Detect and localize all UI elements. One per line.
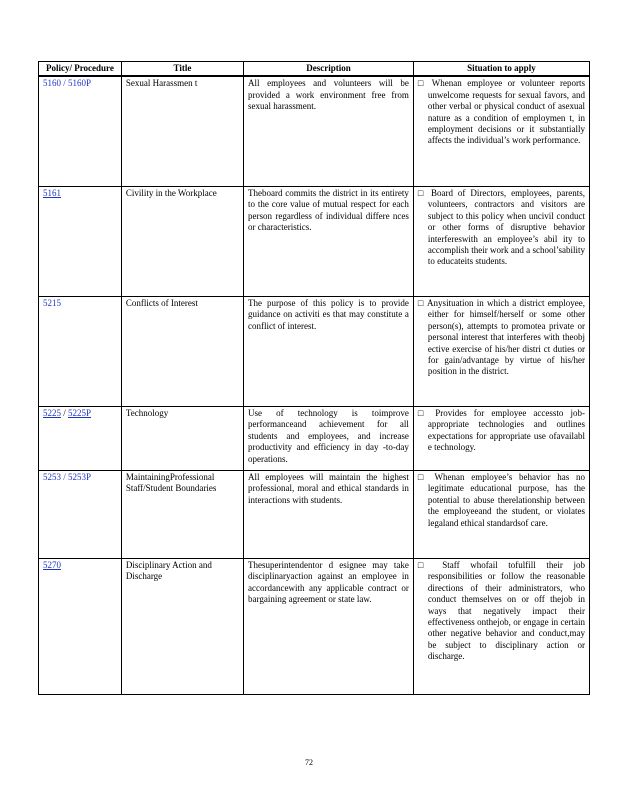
policy-title-cell: Sexual Harassmen t (121, 76, 243, 186)
policy-code-5160[interactable]: 5160 / 5160P (43, 78, 92, 89)
situation-bullet: □ Anysituation in which a district employee, either for himself/herself or some other person(s), attempts to promotea private or personal interest that interferes with theobj ective exercise of his/her distri ct duties or for gain/advantage by virtue of his/her position in the district. (417, 297, 585, 377)
table-row (39, 296, 590, 406)
page-number: 72 (305, 758, 313, 767)
policy-code-5253[interactable]: 5253 / 5253P (43, 471, 92, 482)
policy-code-cell (39, 406, 122, 470)
policy-situation-cell (413, 406, 589, 470)
policy-link-5225p[interactable]: 5225P (68, 407, 92, 418)
policy-title-cell: MaintainingProfessional Staff/Student Boundaries (121, 470, 243, 558)
policy-code-cell (39, 470, 122, 558)
policy-code-cell (39, 296, 122, 406)
policy-description-cell: All employees and volunteers will be provided a work environment free from sexual harassment. (244, 76, 414, 186)
policy-situation-cell (413, 558, 589, 694)
policy-code-5215[interactable]: 5215 (43, 297, 61, 308)
policy-code-cell (39, 186, 122, 296)
table-row (39, 470, 590, 558)
policy-situation-cell (413, 186, 589, 296)
policy-situation-cell (413, 76, 589, 186)
code-separator: / (61, 407, 69, 418)
policy-code-cell (39, 558, 122, 694)
table-row (39, 558, 590, 694)
policy-code-cell (39, 76, 122, 186)
policy-link-5161[interactable]: 5161 (43, 187, 61, 198)
policy-link-5270[interactable]: 5270 (43, 559, 61, 570)
policy-title-cell: Disciplinary Action and Discharge (121, 558, 243, 694)
situation-bullet: □ Board of Directors, employees, parents, volunteers, contractors and visitors are subject to this policy when uncivil conduct or other forms of disruptive behavior interfereswith an employee’s abil ity to accomplish their work and a school’sability to educateits students. (417, 187, 585, 267)
policy-title-cell: Civility in the Workplace (121, 186, 243, 296)
situation-bullet: □ Whenan employee’s behavior has no legitimate educational purpose, has the potential to abuse therelationship between the employeeand the student, or violates legaland ethical standardsof care. (417, 471, 585, 528)
header-description: Description (244, 62, 414, 77)
header-policy-procedure: Policy/ Procedure (39, 62, 122, 77)
policy-description-cell: Use of technology is toimprove performanceand achievement for all students and employees, and increase productivity and efficiency in day -to-day operations. (244, 406, 414, 470)
policy-situation-cell (413, 470, 589, 558)
policy-table (38, 61, 590, 695)
table-header-row (39, 62, 590, 77)
policy-description-cell: Thesuperintendentor d esignee may take disciplinaryaction against an employee in accordancewith any applicable contract or bargaining agreement or state law. (244, 558, 414, 694)
policy-link-5225[interactable]: 5225 (43, 407, 61, 418)
situation-bullet: □ Provides for employee accessto job-appropriate technologies and outlines expectations for appropriate use ofavailabl e technology. (417, 407, 585, 453)
policy-situation-cell (413, 296, 589, 406)
table-row (39, 76, 590, 186)
table-row (39, 406, 590, 470)
header-title: Title (121, 62, 243, 77)
policy-title-cell: Technology (121, 406, 243, 470)
table-row (39, 186, 590, 296)
policy-description-cell: Theboard commits the district in its entirety to the core value of mutual respect for each person regardless of individual differe nces or characteristics. (244, 186, 414, 296)
header-situation: Situation to apply (413, 62, 589, 77)
situation-bullet: □ Whenan employee or volunteer reports unwelcome requests for sexual favors, and other verbal or physical conduct of asexual nature as a condition of employmen t, in employment decisions or it substantially affects the individual’s work performance. (417, 78, 585, 146)
policy-description-cell: All employees will maintain the highest professional, moral and ethical standards in interactions with students. (244, 470, 414, 558)
situation-bullet: □ Staff whofail tofulfill their job responsibilities or follow the reasonable directions of their administrators, who conduct themselves on or off thejob in ways that negatively impact their effectiveness onthejob, or engage in certain other negative behavior and conduct,may be subject to disciplinary action or discharge. (417, 559, 585, 662)
policy-title-cell: Conflicts of Interest (121, 296, 243, 406)
policy-description-cell: The purpose of this policy is to provide guidance on activiti es that may constitute a conflict of interest. (244, 296, 414, 406)
